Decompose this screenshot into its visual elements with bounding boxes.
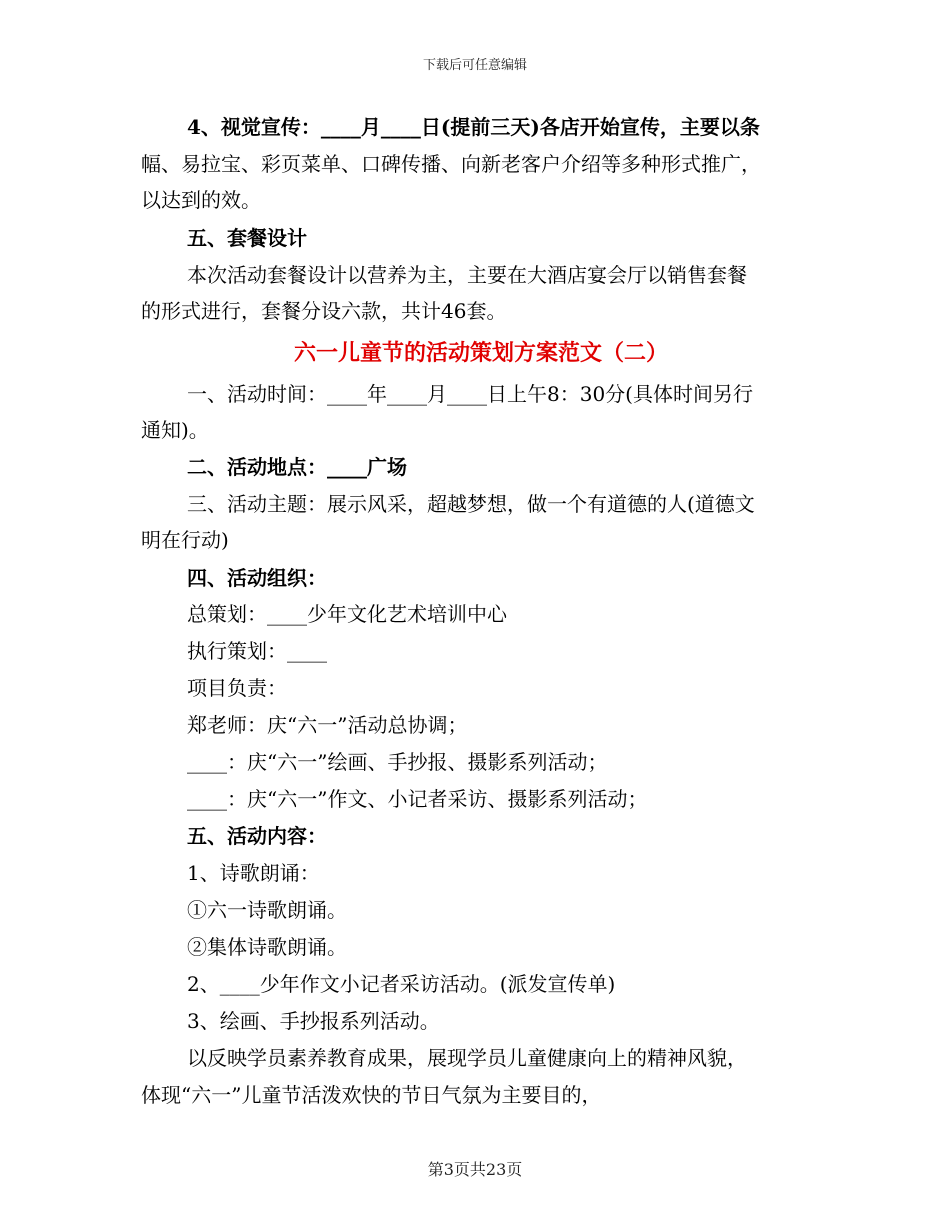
- page-header: 下载后可任意编辑: [422, 58, 527, 73]
- list-item: 1、诗歌朗诵：: [187, 861, 320, 885]
- section-heading-activity-location: 二、活动地点：____广场: [187, 455, 407, 479]
- list-item: ②集体诗歌朗诵。: [187, 935, 347, 959]
- paragraph-activity-theme: 三、活动主题：展示风采，超越梦想，做一个有道德的人(道德文: [187, 492, 755, 516]
- paragraph-line: 以反映学员素养教育成果，展现学员儿童健康向上的精神风貌，: [187, 1046, 747, 1070]
- section-heading-package-design: 五、套餐设计: [187, 226, 307, 250]
- paragraph-line: 幅、易拉宝、彩页菜单、口碑传播、向新老客户介绍等多种形式推广，: [141, 152, 761, 176]
- paragraph-line: 通知)。: [141, 418, 209, 442]
- list-item: 执行策划：____: [187, 639, 327, 663]
- list-item: 2、____少年作文小记者采访活动。(派发宣传单): [187, 972, 616, 996]
- section-heading-activity-content: 五、活动内容：: [187, 824, 327, 848]
- list-item: ____：庆“六一”作文、小记者采访、摄影系列活动；: [187, 787, 648, 811]
- paragraph-line: 体现“六一”儿童节活泼欢快的节日气氛为主要目的，: [141, 1083, 602, 1107]
- list-item: ____：庆“六一”绘画、手抄报、摄影系列活动；: [187, 750, 608, 774]
- paragraph-line: 以达到的效。: [141, 188, 261, 212]
- list-item: 项目负责：: [187, 676, 287, 700]
- paragraph-line: 明在行动): [141, 528, 229, 552]
- paragraph-line: 本次活动套餐设计以营养为主，主要在大酒店宴会厅以销售套餐: [187, 263, 747, 287]
- paragraph-visual-promotion: 4、视觉宣传：____月____日(提前三天)各店开始宣传，主要以条: [187, 115, 760, 139]
- list-item: 郑老师：庆“六一”活动总协调；: [187, 713, 468, 737]
- list-item: ①六一诗歌朗诵。: [187, 898, 347, 922]
- document-title: 六一儿童节的活动策划方案范文（二）: [293, 340, 668, 366]
- page-footer: 第3页共23页: [427, 1160, 523, 1179]
- section-heading-organization: 四、活动组织：: [187, 566, 327, 590]
- paragraph-activity-time: 一、活动时间：____年____月____日上午8：30分(具体时间另行: [187, 382, 753, 406]
- list-item: 3、绘画、手抄报系列活动。: [187, 1009, 440, 1033]
- list-item: 总策划：____少年文化艺术培训中心: [187, 602, 507, 626]
- paragraph-line: 的形式进行，套餐分设六款，共计46套。: [141, 299, 507, 323]
